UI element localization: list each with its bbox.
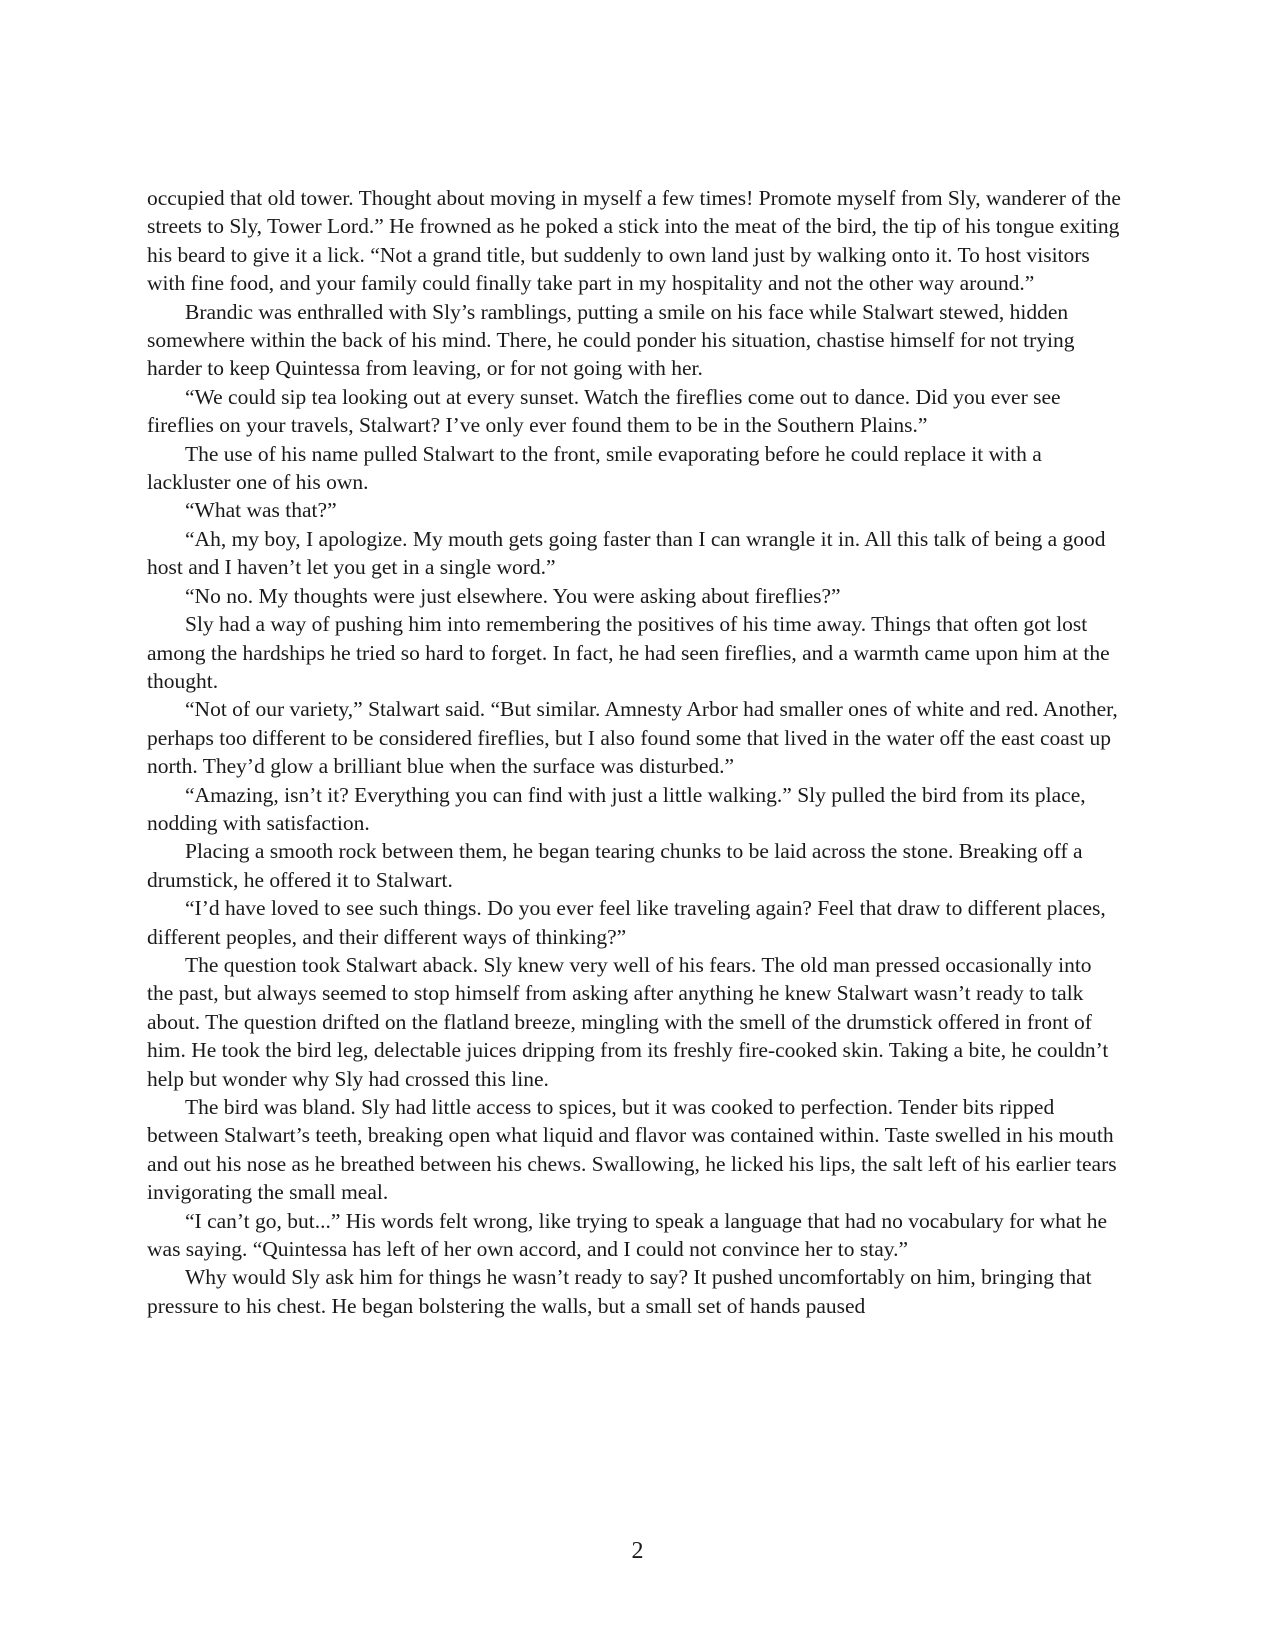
paragraph: “Amazing, isn’t it? Everything you can find with just a little walking.” Sly pulled the bird from its place, nodding with satisfaction. — [147, 782, 1086, 835]
paragraph: The question took Stalwart aback. Sly knew very well of his fears. The old man pressed occasionally into the past, but always seemed to stop himself from asking after anything he knew Stalwart wasn’t ready to talk about. The question drifted on the flatland breeze, mingling with the smell of the drumstick offered in front of him. He took the bird leg, delectable juices dripping from its freshly fire-cooked skin. Taking a bite, he couldn’t help but wonder why Sly had crossed this line. — [147, 952, 1109, 1091]
paragraph: The use of his name pulled Stalwart to the front, smile evaporating before he could replace it with a lackluster one of his own. — [147, 441, 1042, 495]
paragraph: “Not of our variety,” Stalwart said. “But similar. Amnesty Arbor had smaller ones of white and red. Another, perhaps too different to be considered fireflies, but I also found some that lived in the water off the east coast up north. They’d glow a brilliant blue when the surface was disturbed.” — [147, 697, 1118, 779]
paragraph: “I can’t go, but...” His words felt wrong, like trying to speak a language that had no vocabulary for what he was saying. “Quintessa has left of her own accord, and I could not convince her to stay.” — [147, 1208, 1108, 1262]
paragraph: “We could sip tea looking out at every sunset. Watch the fireflies come out to dance. Did you ever see fireflies on your travels, Stalwart? I’ve only ever found them to be in the Southern Plains.” — [147, 384, 1061, 438]
paragraph: “No no. My thoughts were just elsewhere. You were asking about fireflies?” — [185, 583, 841, 608]
body-text — [147, 184, 1122, 1320]
paragraph: The bird was bland. Sly had little access to spices, but it was cooked to perfection. Tender bits ripped between Stalwart’s teeth, breaking open what liquid and flavor was contained within. Taste swelled in his mouth and out his nose as he breathed between his chews. Swallowing, he licked his lips, the salt left of his earlier tears invigorating the small meal. — [147, 1095, 1117, 1205]
paragraph: “I’d have loved to see such things. Do you ever feel like traveling again? Feel that draw to different places, different peoples, and their different ways of thinking?” — [147, 896, 1106, 949]
page-number: 2 — [631, 1538, 644, 1564]
paragraph: Sly had a way of pushing him into remembering the positives of his time away. Things that often got lost among the hardships he tried so hard to forget. In fact, he had seen fireflies, and a warmth came upon him at the thought. — [147, 612, 1110, 693]
paragraph: occupied that old tower. Thought about moving in myself a few times! Promote myself from Sly, wanderer of the streets to Sly, Tower Lord.” He frowned as he poked a stick into the meat of the bird, the tip of his tongue exiting his beard to give it a lick. “Not a grand title, but suddenly to own land just by walking onto it. To host visitors with fine food, and your family could finally take part in my hospitality and not the other way around.” — [147, 186, 1121, 296]
paragraph: “What was that?” — [185, 498, 337, 523]
paragraph: Placing a smooth rock between them, he began tearing chunks to be laid across the stone. Breaking off a drumstick, he offered it to Stalwart. — [147, 839, 1083, 892]
paragraph: Why would Sly ask him for things he wasn’t ready to say? It pushed uncomfortably on him, bringing that pressure to his chest. He began bolstering the walls, but a small set of hands paused — [147, 1265, 1092, 1318]
paragraph: Brandic was enthralled with Sly’s ramblings, putting a smile on his face while Stalwart stewed, hidden somewhere within the back of his mind. There, he could ponder his situation, chastise himself for not trying harder to keep Quintessa from leaving, or for not going with her. — [147, 299, 1075, 381]
paragraph: “Ah, my boy, I apologize. My mouth gets going faster than I can wrangle it in. All this talk of being a good host and I haven’t let you get in a single word.” — [147, 526, 1106, 580]
